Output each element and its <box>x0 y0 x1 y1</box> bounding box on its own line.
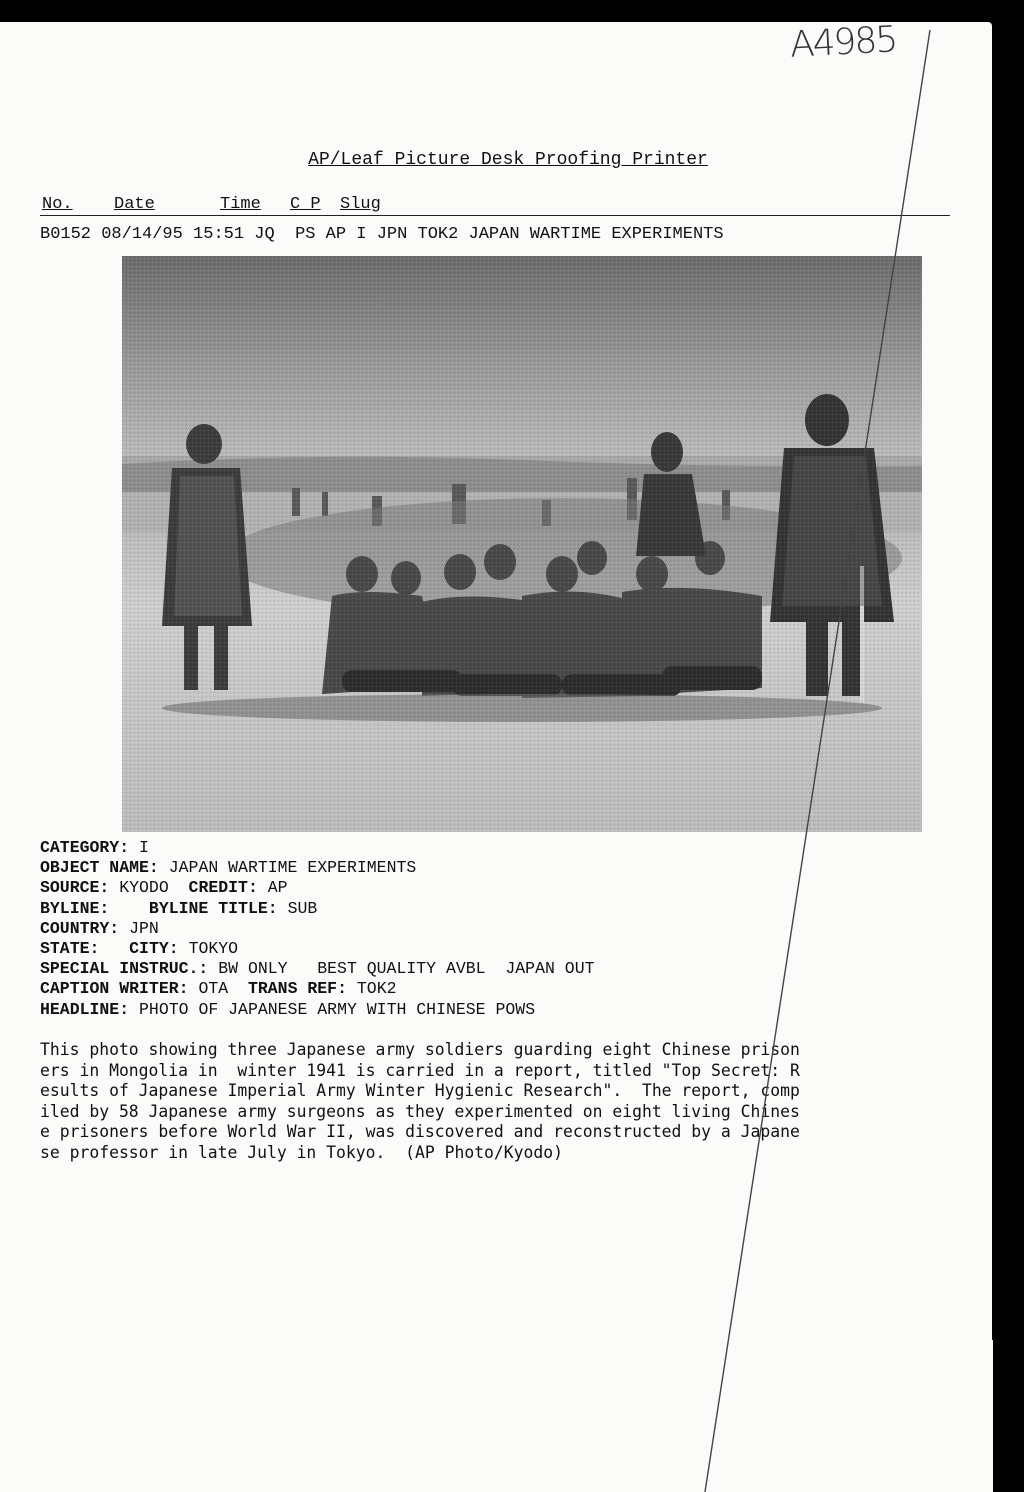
handwritten-note: A4985 <box>788 19 898 66</box>
column-date: Date <box>114 195 155 214</box>
column-time: Time <box>220 195 261 214</box>
meta-source-label: SOURCE: <box>40 878 110 898</box>
meta-city-value: TOKYO <box>188 938 239 958</box>
meta-credit-label: CREDIT: <box>188 878 258 898</box>
record-date: 08/14/95 <box>101 225 183 244</box>
record-slug: PS AP I JPN TOK2 JAPAN WARTIME EXPERIMENTS <box>295 225 724 244</box>
caption-line: esults of Japanese Imperial Army Winter Hygienic Research". The report, comp <box>40 1081 800 1100</box>
meta-city-label: CITY: <box>129 938 179 958</box>
meta-byline-label: BYLINE: <box>40 898 110 918</box>
meta-special-label: SPECIAL INSTRUC.: <box>40 959 209 979</box>
caption-line: se professor in late July in Tokyo. (AP Photo/Kyodo) <box>40 1142 564 1162</box>
caption-line: ers in Mongolia in winter 1941 is carried in a report, titled "Top Secret: R <box>40 1060 800 1080</box>
meta-country-value: JPN <box>129 918 159 938</box>
stray-line-stroke <box>705 30 930 1492</box>
column-slug: Slug <box>340 195 381 214</box>
meta-country-label: COUNTRY: <box>40 918 120 938</box>
column-cp: C P <box>290 195 321 214</box>
meta-headline-value: PHOTO OF JAPANESE ARMY WITH CHINESE POWS <box>139 999 536 1019</box>
column-no: No. <box>42 195 73 214</box>
meta-credit-value: AP <box>267 878 288 898</box>
meta-category-label: CATEGORY: <box>40 838 130 857</box>
caption-line: iled by 58 Japanese army surgeons as they experimented on eight living Chines <box>40 1101 800 1121</box>
meta-trans-ref-value: TOK2 <box>356 979 397 999</box>
page-title-text: AP/Leaf Picture Desk Proofing Printer <box>308 150 708 170</box>
record-time: 15:51 <box>193 225 245 244</box>
meta-special-value: BW ONLY BEST QUALITY AVBL JAPAN OUT <box>218 959 595 979</box>
caption-line: e prisoners before World War II, was discovered and reconstructed by a Japane <box>40 1122 800 1141</box>
meta-caption-writer-value: OTA <box>198 979 229 999</box>
record-no: B0152 <box>40 225 92 244</box>
caption-line: This photo showing three Japanese army soldiers guarding eight Chinese prison <box>40 1040 800 1059</box>
meta-caption-writer-label: CAPTION WRITER: <box>40 979 189 999</box>
meta-headline-label: HEADLINE: <box>40 999 130 1019</box>
meta-object-name-label: OBJECT NAME: <box>40 858 159 878</box>
meta-object-name-value: JAPAN WARTIME EXPERIMENTS <box>168 858 417 878</box>
meta-byline-title-label: BYLINE TITLE: <box>148 898 278 918</box>
meta-state-label: STATE: <box>40 938 100 958</box>
record-cp: JQ <box>254 225 275 244</box>
meta-byline-title-value: SUB <box>287 898 318 918</box>
meta-category-value: I <box>139 838 149 857</box>
meta-trans-ref-label: TRANS REF: <box>247 979 347 999</box>
meta-source-value: KYODO <box>119 878 169 898</box>
